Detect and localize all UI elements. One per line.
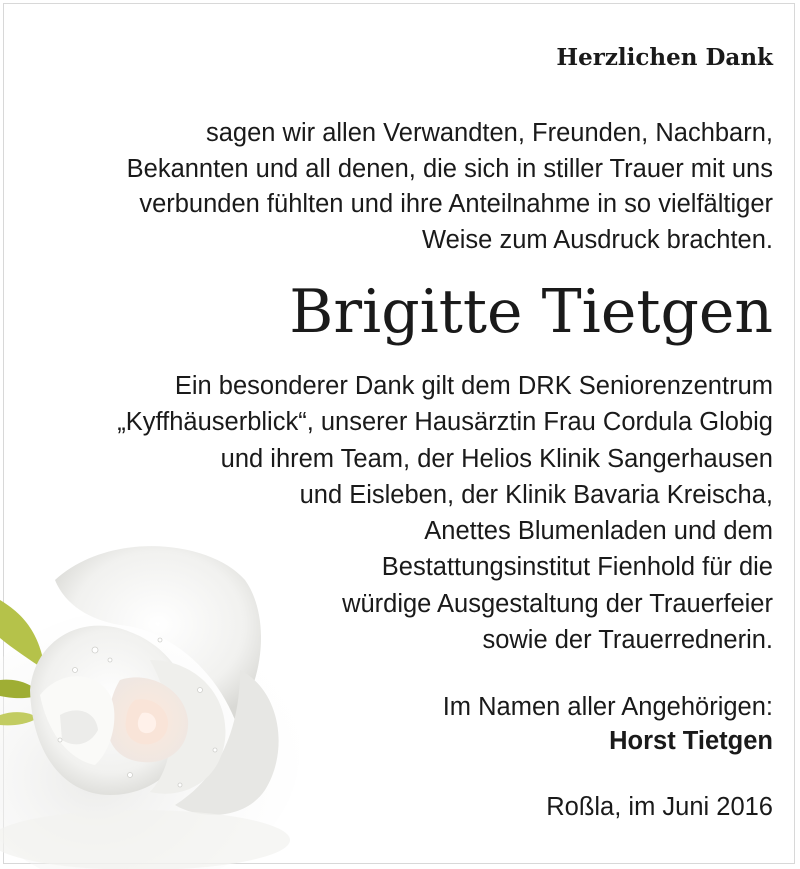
thanks-line: Anettes Blumenladen und dem [424,517,773,546]
thanks-paragraph [53,368,773,658]
notice-heading: Herzlichen Dank [556,44,773,71]
intro-line: Weise zum Ausdruck brachten. [421,225,773,254]
thanks-line: und ihrem Team, der Helios Klinik Sangerhausen [220,444,773,473]
intro-line: verbunden fühlten und ihre Anteilnahme in so vielfältiger [139,190,773,218]
intro-line: sagen wir allen Verwandten, Freunden, Nachbarn, [205,119,773,147]
thanks-line: Ein besonderer Dank gilt dem DRK Seniorenzentrum [174,372,773,400]
place-date: Roßla, im Juni 2016 [546,793,773,821]
thanks-line: „Kyffhäuserblick“, unserer Hausärztin Frau Cordula Globig [117,408,773,437]
thanks-line: sowie der Trauerrednerin. [482,626,773,655]
intro-line: Bekannten und all denen, die sich in stiller Trauer mit uns [126,154,773,183]
sign-off-text: Im Namen aller Angehörigen: [442,693,773,721]
deceased-name: Brigitte Tietgen [289,277,773,347]
signer-name: Horst Tietgen [609,727,773,755]
intro-paragraph [33,116,773,258]
thanks-line: würdige Ausgestaltung der Trauerfeier [342,589,773,618]
thanks-line: Bestattungsinstitut Fienhold für die [381,553,773,582]
thanks-line: und Eisleben, der Klinik Bavaria Kreischa, [299,480,773,509]
sign-off-block [443,690,773,758]
